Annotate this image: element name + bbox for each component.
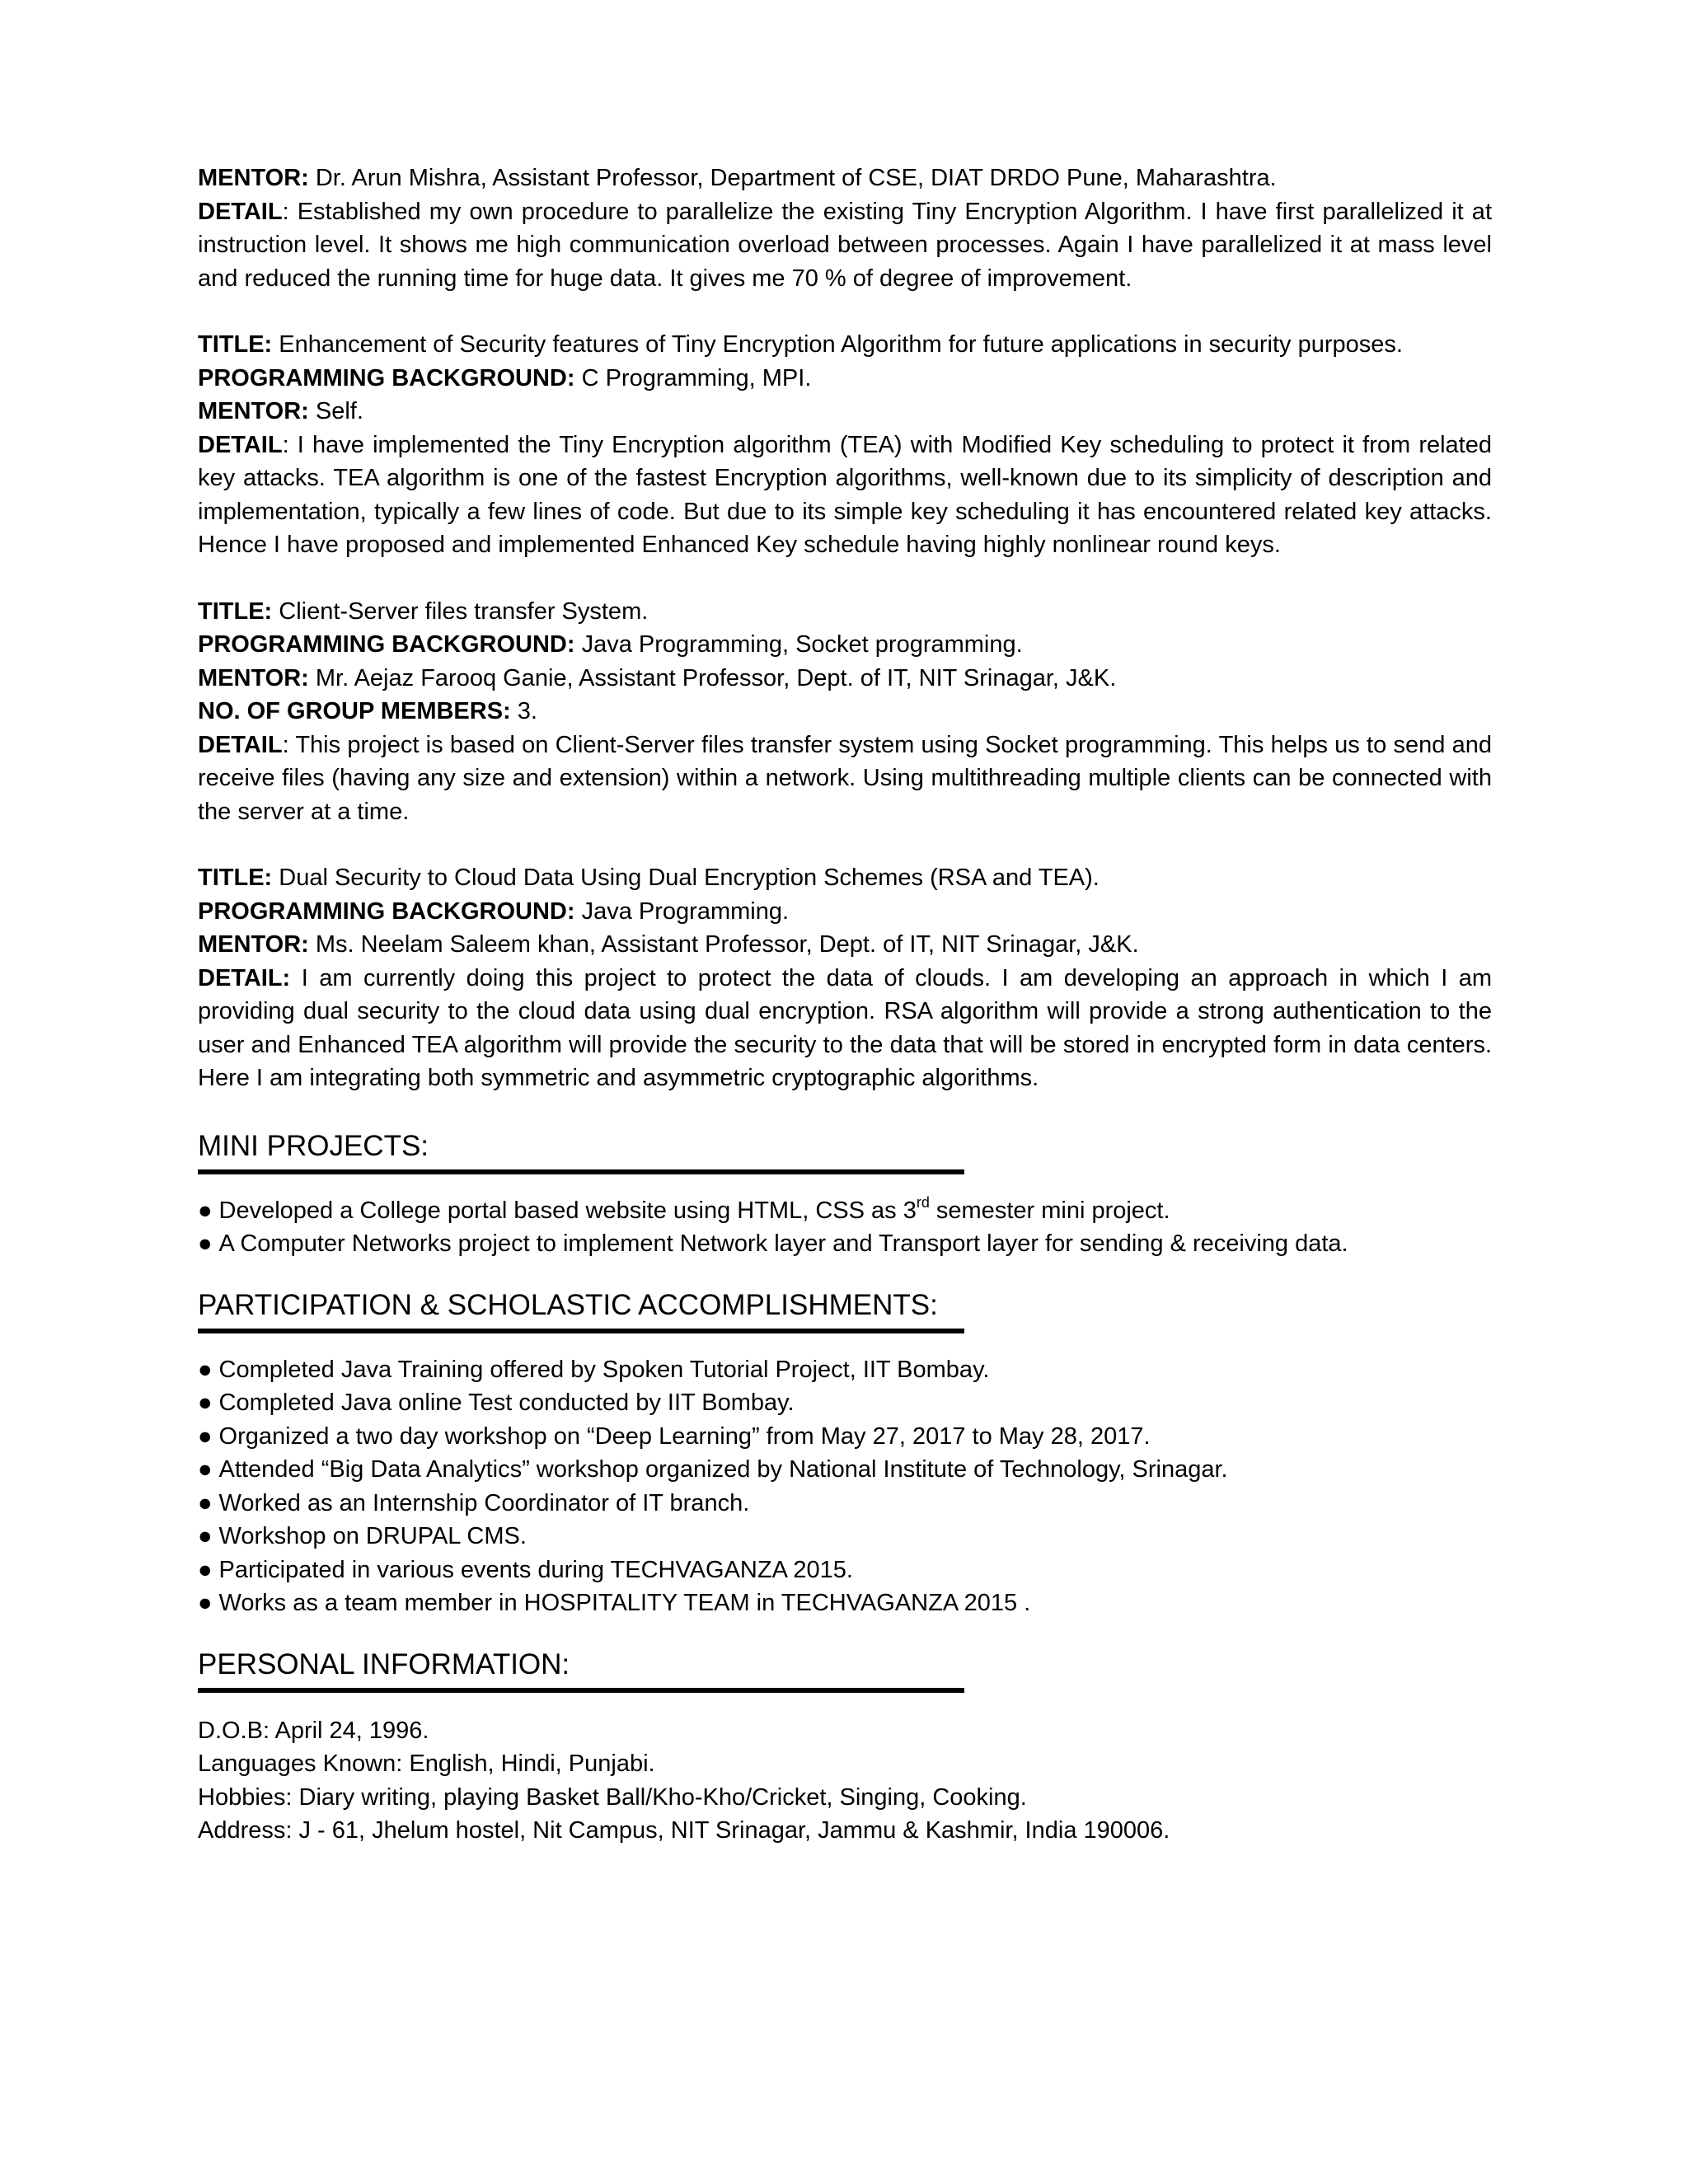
mentor-value: Self. — [315, 398, 363, 424]
detail-label: DETAIL: — [198, 964, 291, 991]
list-item-text: semester mini project. — [929, 1197, 1170, 1224]
bullet-icon: ● — [198, 1523, 213, 1549]
personal-info-section — [198, 1647, 1492, 1848]
project-detail — [198, 429, 1492, 562]
mentor-label: MENTOR: — [198, 398, 309, 424]
project-title — [198, 328, 1492, 362]
detail-value: : This project is based on Client-Server files transfer system using Socket programming. This helps us to send and receive files (having any size and extension) within a network. Using multithreading multiple clients can be connected with the server at a time. — [198, 731, 1492, 825]
list-item — [198, 1420, 1492, 1454]
personal-info-list — [198, 1714, 1492, 1848]
background-value: C Programming, MPI. — [581, 364, 812, 391]
project-detail — [198, 195, 1492, 296]
project-entry-2 — [198, 328, 1492, 562]
title-value: Client-Server files transfer System. — [279, 598, 649, 625]
bullet-icon: ● — [198, 1356, 213, 1383]
list-item — [198, 1520, 1492, 1554]
title-value: Enhancement of Security features of Tiny Encryption Algorithm for future applications in security purposes. — [279, 331, 1403, 358]
project-entry-3 — [198, 595, 1492, 829]
background-value: Java Programming. — [581, 898, 790, 925]
list-item — [198, 1487, 1492, 1521]
project-mentor — [198, 162, 1492, 195]
background-label: PROGRAMMING BACKGROUND: — [198, 364, 575, 391]
list-item-text: Completed Java online Test conducted by IIT Bombay. — [218, 1390, 795, 1416]
list-item-text: Completed Java Training offered by Spoken Tutorial Project, IIT Bombay. — [218, 1356, 990, 1383]
detail-value: : I have implemented the Tiny Encryption algorithm (TEA) with Modified Key scheduling to protect it from related key attacks. TEA algorithm is one of the fastest Encryption algorithms, well-known due to its simplicity of description and implementation, typically a few lines of code. But due to its simple key scheduling it has encountered related key attacks. Hence I have proposed and implemented Enhanced Key schedule having highly nonlinear round keys. — [198, 431, 1492, 558]
list-item — [198, 1227, 1492, 1261]
mini-projects-section — [198, 1128, 1492, 1261]
resume-page — [198, 162, 1492, 1874]
list-item — [198, 1586, 1492, 1620]
project-detail — [198, 962, 1492, 1095]
list-item — [198, 1453, 1492, 1487]
project-title — [198, 861, 1492, 895]
background-label: PROGRAMMING BACKGROUND: — [198, 631, 575, 658]
dob-line: D.O.B: April 24, 1996. — [198, 1717, 429, 1744]
background-label: PROGRAMMING BACKGROUND: — [198, 898, 575, 925]
bullet-icon: ● — [198, 1390, 213, 1416]
bullet-icon: ● — [198, 1422, 213, 1450]
mentor-label: MENTOR: — [198, 931, 309, 958]
section-heading: PARTICIPATION & SCHOLASTIC ACCOMPLISHMENTS: — [198, 1287, 964, 1333]
bullet-list — [198, 1353, 1492, 1620]
project-background — [198, 628, 1492, 662]
hobbies-line: Hobbies: Diary writing, playing Basket Ball/Kho-Kho/Cricket, Singing, Cooking. — [198, 1783, 1027, 1811]
list-item — [198, 1353, 1492, 1387]
members-label: NO. OF GROUP MEMBERS: — [198, 698, 511, 724]
detail-label: DETAIL — [198, 431, 283, 458]
title-label: TITLE: — [198, 865, 273, 891]
project-mentor — [198, 395, 1492, 429]
bullet-list — [198, 1194, 1492, 1261]
list-item-text: A Computer Networks project to implement Network layer and Transport layer for sending & receiving data. — [218, 1230, 1348, 1257]
list-item-text: Developed a College portal based website using HTML, CSS as 3 — [218, 1197, 917, 1224]
project-group-members — [198, 695, 1492, 729]
list-item — [198, 1386, 1492, 1420]
languages-line: Languages Known: English, Hindi, Punjabi. — [198, 1750, 655, 1777]
detail-value: : Established my own procedure to parallelize the existing Tiny Encryption Algorithm. I have first parallelized it at instruction level. It shows me high communication overload between processes. Again I have parallelized it at mass level and reduced the running time for huge data. It gives me 70 % of degree of improvement. — [198, 198, 1492, 292]
list-item-text: Worked as an Internship Coordinator of IT branch. — [218, 1489, 750, 1516]
list-item-text: Attended “Big Data Analytics” workshop organized by National Institute of Technology, Srinagar. — [218, 1456, 1228, 1483]
project-title — [198, 595, 1492, 629]
list-item-text: Participated in various events during TECHVAGANZA 2015. — [218, 1556, 853, 1583]
bullet-icon: ● — [198, 1489, 213, 1516]
project-entry-1 — [198, 162, 1492, 295]
project-background — [198, 362, 1492, 396]
bullet-icon: ● — [198, 1230, 213, 1257]
list-item-text: Workshop on DRUPAL CMS. — [218, 1523, 527, 1549]
superscript: rd — [916, 1193, 930, 1211]
members-value: 3. — [517, 698, 537, 724]
bullet-icon: ● — [198, 1556, 213, 1583]
detail-label: DETAIL — [198, 731, 283, 758]
list-item-text: Works as a team member in HOSPITALITY TEAM in TECHVAGANZA 2015 . — [218, 1590, 1031, 1616]
project-detail — [198, 729, 1492, 829]
title-label: TITLE: — [198, 331, 273, 358]
project-entry-4 — [198, 861, 1492, 1095]
bullet-icon: ● — [198, 1456, 213, 1483]
list-item-text: Organized a two day workshop on “Deep Learning” from May 27, 2017 to May 28, 2017. — [218, 1422, 1151, 1450]
title-label: TITLE: — [198, 598, 273, 625]
section-heading: PERSONAL INFORMATION: — [198, 1647, 964, 1693]
section-heading: MINI PROJECTS: — [198, 1128, 964, 1174]
title-value: Dual Security to Cloud Data Using Dual Encryption Schemes (RSA and TEA). — [279, 865, 1100, 891]
background-value: Java Programming, Socket programming. — [581, 631, 1023, 658]
mentor-label: MENTOR: — [198, 664, 309, 691]
mentor-label: MENTOR: — [198, 165, 309, 191]
mentor-value: Ms. Neelam Saleem khan, Assistant Professor, Dept. of IT, NIT Srinagar, J&K. — [315, 931, 1139, 958]
project-mentor — [198, 928, 1492, 962]
participation-section — [198, 1287, 1492, 1620]
bullet-icon: ● — [198, 1197, 213, 1224]
detail-value: I am currently doing this project to protect the data of clouds. I am developing an approach in which I am providing dual security to the cloud data using dual encryption. RSA algorithm will provide a strong authentication to the user and Enhanced TEA algorithm will provide the security to the data that will be stored in encrypted form in data centers. Here I am integrating both symmetric and asymmetric cryptographic algorithms. — [198, 964, 1493, 1091]
mentor-value: Mr. Aejaz Farooq Ganie, Assistant Professor, Dept. of IT, NIT Srinagar, J&K. — [315, 664, 1117, 691]
detail-label: DETAIL — [198, 198, 283, 225]
bullet-icon: ● — [198, 1590, 213, 1616]
project-background — [198, 895, 1492, 929]
address-line: Address: J - 61, Jhelum hostel, Nit Campus, NIT Srinagar, Jammu & Kashmir, India 190006. — [198, 1817, 1170, 1844]
mentor-value: Dr. Arun Mishra, Assistant Professor, Department of CSE, DIAT DRDO Pune, Maharashtra. — [315, 165, 1277, 191]
list-item — [198, 1194, 1492, 1228]
list-item — [198, 1554, 1492, 1587]
project-mentor — [198, 662, 1492, 696]
